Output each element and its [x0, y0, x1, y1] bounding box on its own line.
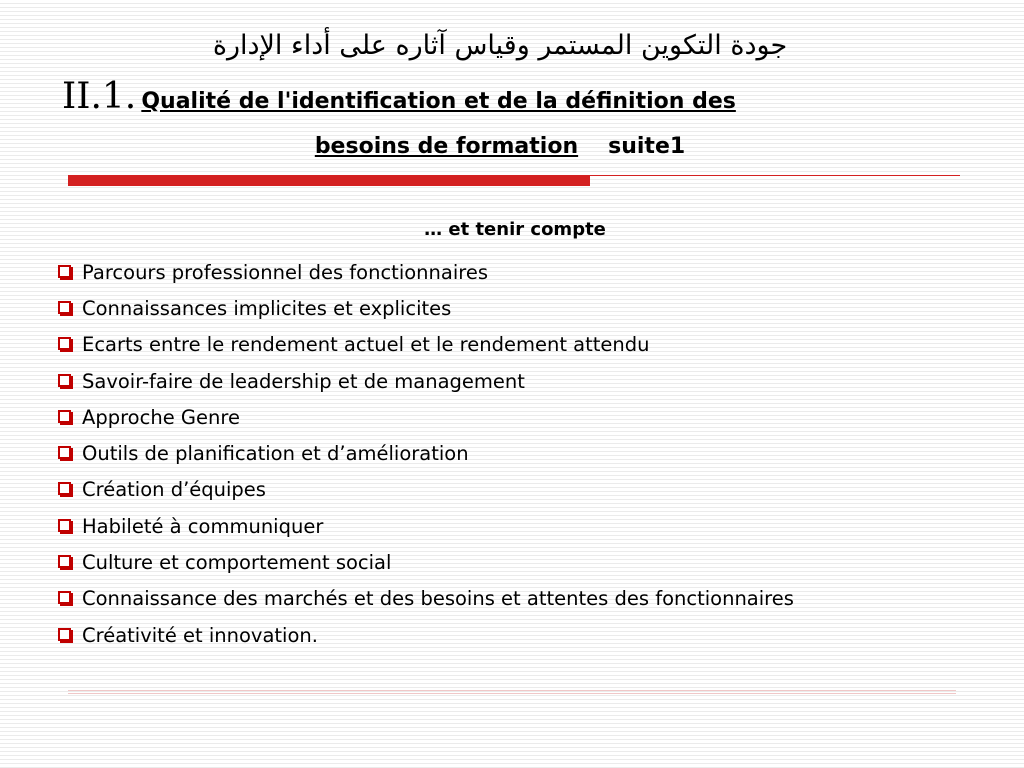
checkbox-icon	[58, 519, 71, 532]
list-item-text: Outils de planification et d’amélioration	[82, 442, 469, 466]
checkbox-icon	[58, 337, 71, 350]
checkbox-icon	[58, 410, 71, 423]
list-item	[58, 327, 988, 363]
checkbox-icon	[58, 301, 71, 314]
list-item-text: Savoir-faire de leadership et de management	[82, 369, 525, 393]
checkbox-icon	[58, 265, 71, 278]
list-item	[58, 399, 988, 435]
title-heading-line2: besoins de formation	[314, 134, 579, 159]
list-item-text: Connaissances implicites et explicites	[82, 296, 452, 320]
title-suffix: suite1	[608, 134, 686, 159]
list-item-text: Création d’équipes	[82, 478, 266, 502]
checkbox-icon	[58, 482, 71, 495]
checkbox-icon	[58, 591, 71, 604]
list-item-text: Approche Genre	[82, 405, 240, 429]
checkbox-icon	[58, 628, 71, 641]
footer-divider	[68, 690, 956, 694]
slide-title	[62, 74, 962, 126]
list-item-text: Culture et comportement social	[82, 551, 392, 575]
slide-title-continued	[0, 132, 1000, 162]
list-item-text: Ecarts entre le rendement actuel et le rendement attendu	[82, 333, 650, 357]
checkbox-icon	[58, 446, 71, 459]
list-item-text: Créativité et innovation.	[82, 623, 318, 647]
list-item-text: Connaissance des marchés et des besoins et attentes des fonctionnaires	[82, 587, 794, 611]
title-accent-bar	[68, 175, 590, 186]
list-item	[58, 508, 988, 544]
subheading: … et tenir compte	[424, 219, 606, 240]
checkbox-icon	[58, 555, 71, 568]
list-item-text: Parcours professionnel des fonctionnaires	[82, 260, 488, 284]
list-item	[58, 581, 988, 617]
list-item-text: Habileté à communiquer	[82, 514, 324, 538]
title-divider-line	[590, 175, 960, 176]
checkbox-icon	[58, 374, 71, 387]
list-item	[58, 363, 988, 399]
list-item	[58, 617, 988, 653]
list-item	[58, 472, 988, 508]
list-item	[58, 254, 988, 290]
bullet-list	[58, 254, 988, 653]
list-item	[58, 435, 988, 471]
list-item	[58, 544, 988, 580]
list-item	[58, 290, 988, 326]
title-heading-line1: Qualité de l'identification et de la définition des	[141, 89, 736, 114]
arabic-title: جودة التكوين المستمر وقياس آثاره على أداء الإدارة	[212, 30, 788, 61]
section-number: II.1.	[62, 76, 137, 117]
